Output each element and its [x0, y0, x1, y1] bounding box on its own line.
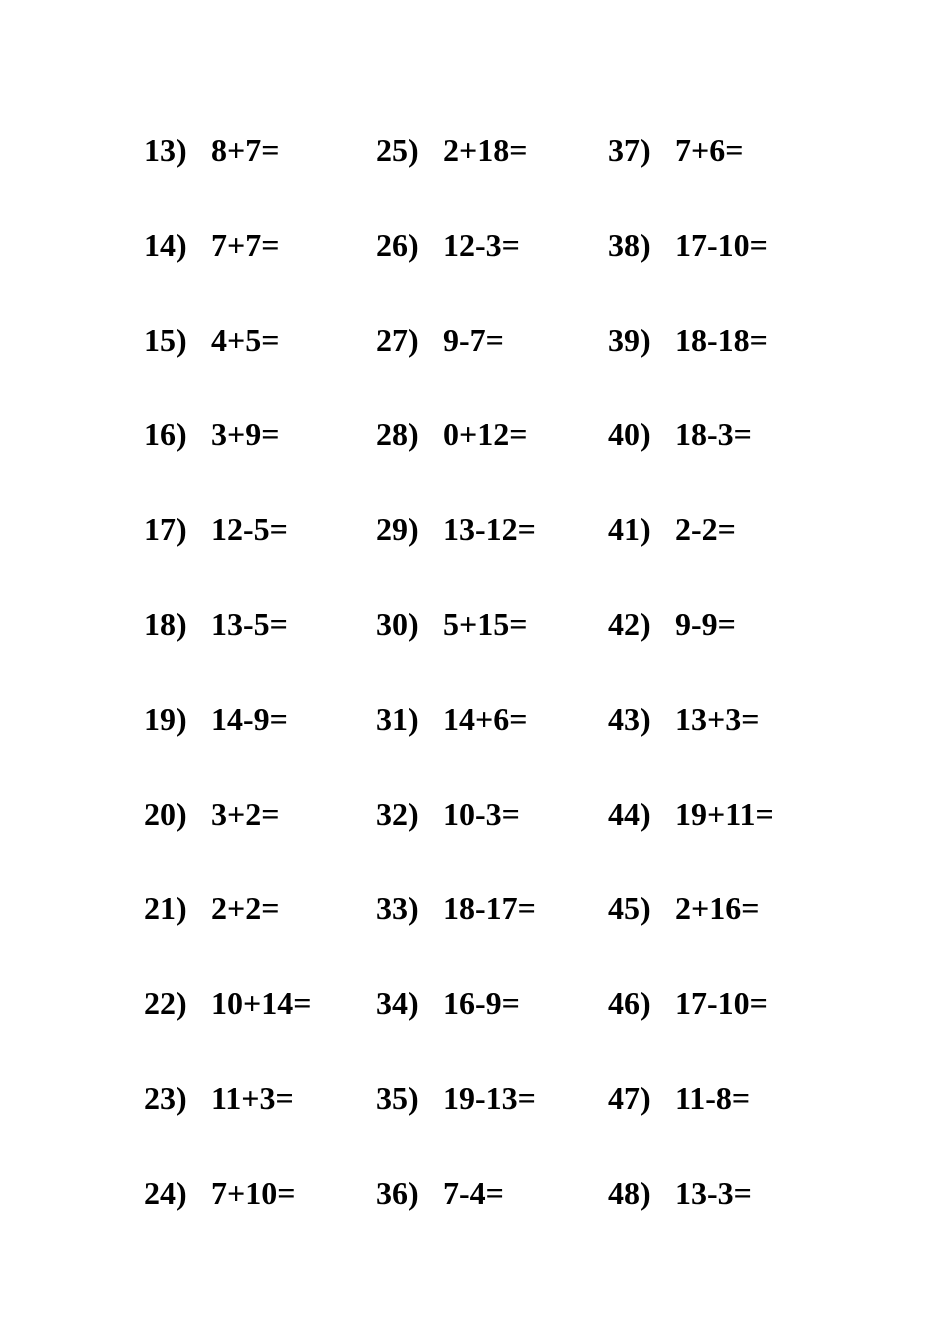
problem-expression: 2-2= — [675, 511, 736, 547]
problem-number: 14) — [144, 227, 187, 263]
problem-expression: 11-8= — [675, 1080, 751, 1116]
problem-expression: 14+6= — [443, 701, 528, 737]
problem-number: 46) — [608, 985, 651, 1021]
problem-expression: 17-10= — [675, 985, 768, 1021]
problem-expression: 19-13= — [443, 1080, 536, 1116]
problem-number: 44) — [608, 796, 651, 832]
problem-number: 24) — [144, 1175, 187, 1211]
problem-number: 32) — [376, 796, 419, 832]
problem-number: 21) — [144, 890, 187, 926]
problem-number: 23) — [144, 1080, 187, 1116]
problem-number: 47) — [608, 1080, 651, 1116]
problem-expression: 16-9= — [443, 985, 520, 1021]
problem-expression: 12-3= — [443, 227, 520, 263]
problem-expression: 18-3= — [675, 416, 752, 452]
problem-expression: 18-17= — [443, 890, 536, 926]
problem-number: 41) — [608, 511, 651, 547]
problem-expression: 2+18= — [443, 132, 528, 168]
problem-expression: 3+2= — [211, 796, 280, 832]
problem-number: 31) — [376, 701, 419, 737]
problem-number: 36) — [376, 1175, 419, 1211]
problem-number: 16) — [144, 416, 187, 452]
problem-number: 45) — [608, 890, 651, 926]
problem-expression: 13-5= — [211, 606, 288, 642]
problem-number: 22) — [144, 985, 187, 1021]
problem-expression: 8+7= — [211, 132, 280, 168]
problem-number: 38) — [608, 227, 651, 263]
problem-number: 40) — [608, 416, 651, 452]
problem-number: 27) — [376, 322, 419, 358]
problem-number: 26) — [376, 227, 419, 263]
problem-expression: 18-18= — [675, 322, 768, 358]
problem-expression: 7+10= — [211, 1175, 296, 1211]
problem-expression: 13-3= — [675, 1175, 752, 1211]
problem-number: 13) — [144, 132, 187, 168]
problem-expression: 9-9= — [675, 606, 736, 642]
problem-expression: 7+6= — [675, 132, 744, 168]
problem-number: 25) — [376, 132, 419, 168]
problem-expression: 3+9= — [211, 416, 280, 452]
problem-expression: 13+3= — [675, 701, 760, 737]
problem-expression: 9-7= — [443, 322, 504, 358]
problem-expression: 2+2= — [211, 890, 280, 926]
problem-expression: 7-4= — [443, 1175, 504, 1211]
problem-number: 33) — [376, 890, 419, 926]
problem-number: 42) — [608, 606, 651, 642]
problem-number: 35) — [376, 1080, 419, 1116]
problem-expression: 7+7= — [211, 227, 280, 263]
problem-expression: 10-3= — [443, 796, 520, 832]
problem-expression: 2+16= — [675, 890, 760, 926]
problem-expression: 13-12= — [443, 511, 536, 547]
problem-number: 43) — [608, 701, 651, 737]
problem-number: 20) — [144, 796, 187, 832]
problem-expression: 19+11= — [675, 796, 774, 832]
problem-number: 37) — [608, 132, 651, 168]
problem-number: 30) — [376, 606, 419, 642]
problem-expression: 11+3= — [211, 1080, 294, 1116]
problem-expression: 12-5= — [211, 511, 288, 547]
problem-number: 18) — [144, 606, 187, 642]
problem-number: 48) — [608, 1175, 651, 1211]
problem-expression: 0+12= — [443, 416, 528, 452]
problem-expression: 10+14= — [211, 985, 312, 1021]
problem-number: 15) — [144, 322, 187, 358]
problem-expression: 5+15= — [443, 606, 528, 642]
problem-number: 17) — [144, 511, 187, 547]
problem-expression: 17-10= — [675, 227, 768, 263]
problem-number: 34) — [376, 985, 419, 1021]
problem-expression: 14-9= — [211, 701, 288, 737]
problem-number: 28) — [376, 416, 419, 452]
problem-expression: 4+5= — [211, 322, 280, 358]
problem-number: 29) — [376, 511, 419, 547]
problem-number: 39) — [608, 322, 651, 358]
problem-number: 19) — [144, 701, 187, 737]
